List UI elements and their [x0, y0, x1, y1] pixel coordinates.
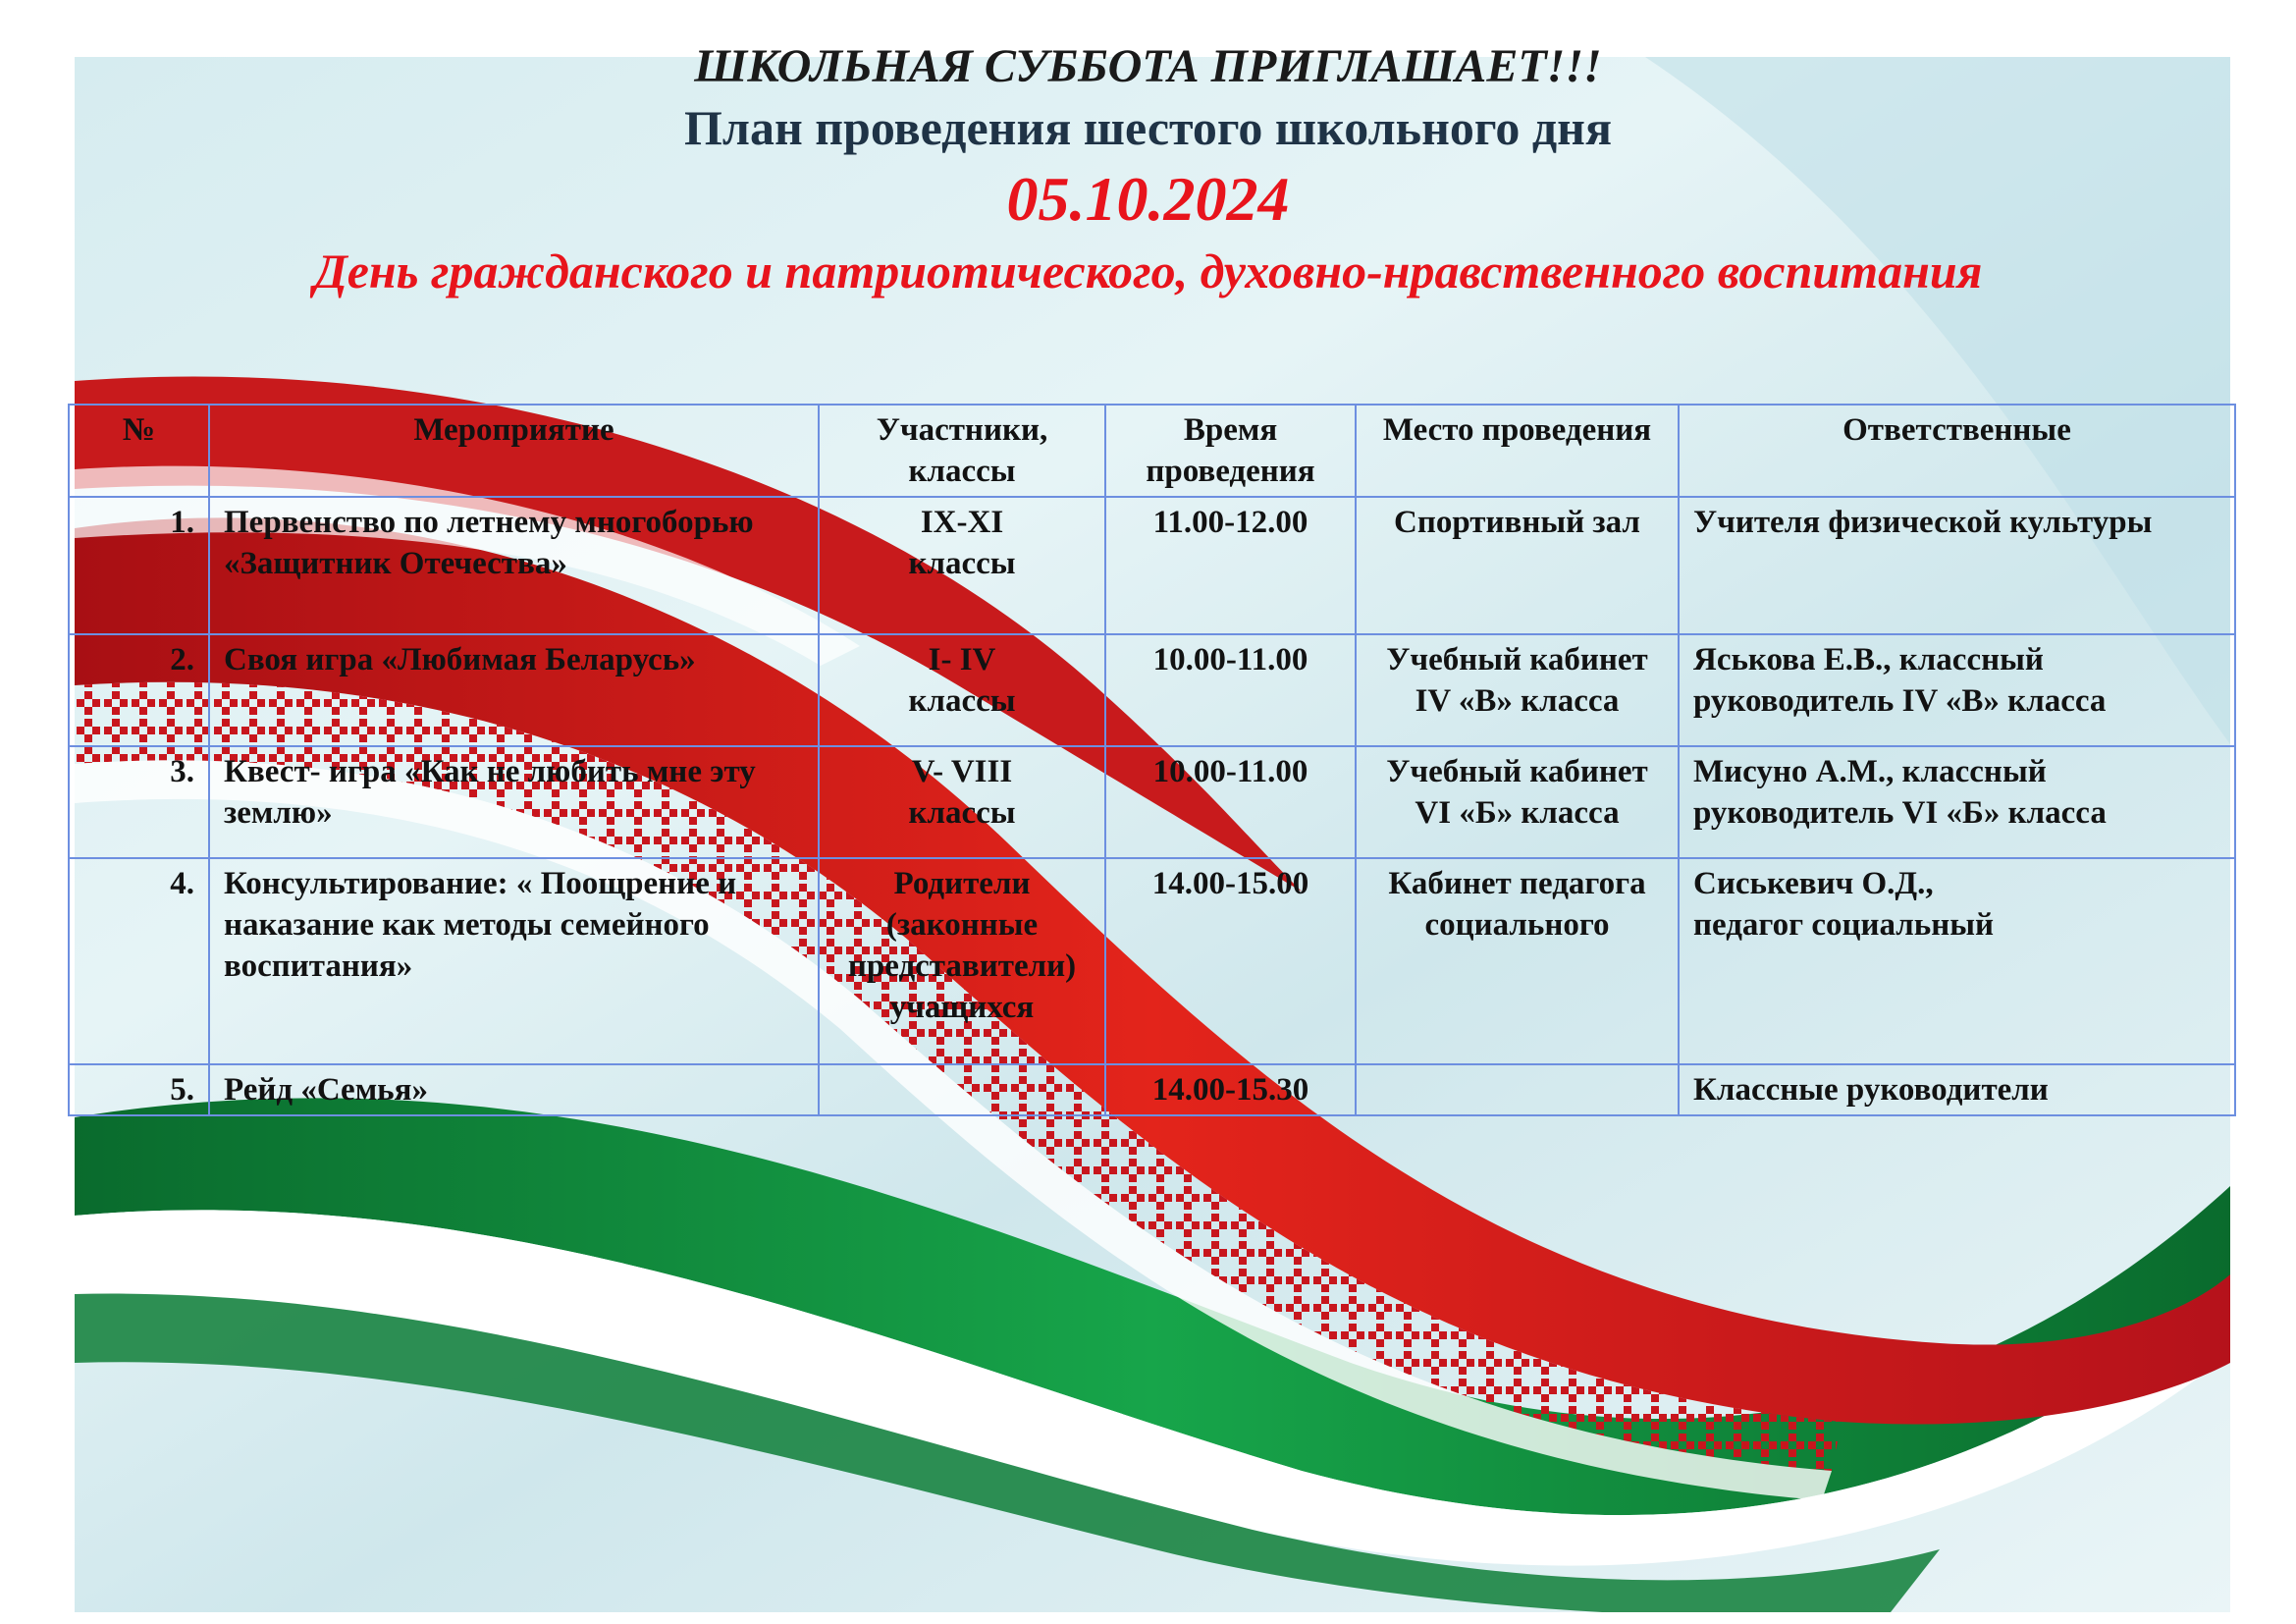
place-line: VI «Б» класса: [1415, 795, 1620, 831]
table-header-row: [69, 405, 2235, 497]
event-cell: Квест- игра «Как не любить мне эту землю»: [209, 746, 819, 858]
row-number: 5.: [69, 1064, 209, 1115]
event-date: 05.10.2024: [1006, 164, 1290, 234]
column-header-event: Мероприятие: [209, 405, 819, 497]
participants-cell: [819, 746, 1105, 858]
row-number: 4.: [69, 858, 209, 1064]
time-cell: 14.00-15.30: [1105, 1064, 1356, 1115]
participants-cell: [819, 497, 1105, 634]
plan-title: План проведения шестого школьного дня: [684, 100, 1612, 155]
time-cell: 11.00-12.00: [1105, 497, 1356, 634]
place-line: IV «В» класса: [1415, 683, 1620, 719]
place-line: Спортивный зал: [1394, 505, 1640, 540]
participants-cell: [819, 858, 1105, 1064]
day-theme: День гражданского и патриотического, духовно-нравственного воспитания: [313, 244, 1983, 298]
participants-line: IX-XI: [920, 505, 1004, 540]
table-row: [69, 497, 2235, 634]
responsible-line: Классные руководители: [1693, 1072, 2049, 1108]
responsible-cell: [1679, 634, 2235, 746]
responsible-cell: [1679, 858, 2235, 1064]
row-number: 1.: [69, 497, 209, 634]
responsible-line: Мисуно А.М., классный: [1693, 754, 2047, 789]
time-cell: 10.00-11.00: [1105, 746, 1356, 858]
place-line: Учебный кабинет: [1386, 642, 1648, 677]
participants-line: классы: [908, 795, 1016, 831]
time-cell: 10.00-11.00: [1105, 634, 1356, 746]
row-number: 2.: [69, 634, 209, 746]
column-header-responsible: Ответственные: [1679, 405, 2235, 497]
table-row: [69, 746, 2235, 858]
responsible-line: Яськова Е.В., классный: [1693, 642, 2044, 677]
responsible-line: руководитель IV «В» класса: [1693, 683, 2107, 719]
responsible-cell: [1679, 746, 2235, 858]
participants-line: классы: [908, 546, 1016, 581]
row-number: 3.: [69, 746, 209, 858]
column-header-participants: Участники, классы: [819, 405, 1105, 497]
responsible-cell: [1679, 497, 2235, 634]
column-header-place: Место проведения: [1356, 405, 1679, 497]
responsible-line: педагог социальный: [1693, 907, 1995, 943]
participants-line: классы: [908, 683, 1016, 719]
participants-line: V- VIII: [911, 754, 1013, 789]
responsible-line: Сиськевич О.Д.,: [1693, 866, 1934, 901]
event-cell: Рейд «Семья»: [209, 1064, 819, 1115]
schedule-table: [68, 404, 2236, 1116]
table-row: [69, 858, 2235, 1064]
participants-cell: [819, 1064, 1105, 1115]
column-header-time: Время проведения: [1105, 405, 1356, 497]
participants-cell: [819, 634, 1105, 746]
place-cell: [1356, 634, 1679, 746]
page-header: [0, 37, 2296, 302]
participants-line: Родители (законные представители) учащихся: [847, 866, 1077, 1025]
place-cell: [1356, 746, 1679, 858]
event-cell: Консультирование: « Поощрение и наказание как методы семейного воспитания»: [209, 858, 819, 1064]
column-header-number: №: [69, 405, 209, 497]
time-cell: 14.00-15.00: [1105, 858, 1356, 1064]
table-row: [69, 1064, 2235, 1115]
event-cell: Первенство по летнему многоборью «Защитник Отечества»: [209, 497, 819, 634]
responsible-cell: [1679, 1064, 2235, 1115]
place-cell: [1356, 1064, 1679, 1115]
event-cell: Своя игра «Любимая Беларусь»: [209, 634, 819, 746]
place-line: Кабинет педагога социального: [1388, 866, 1646, 943]
place-cell: [1356, 497, 1679, 634]
place-cell: [1356, 858, 1679, 1064]
responsible-line: Учителя физической культуры: [1693, 505, 2153, 540]
invite-heading: ШКОЛЬНАЯ СУББОТА ПРИГЛАШАЕТ!!!: [694, 40, 1602, 92]
participants-line: I- IV: [928, 642, 996, 677]
table-row: [69, 634, 2235, 746]
place-line: Учебный кабинет: [1386, 754, 1648, 789]
responsible-line: руководитель VI «Б» класса: [1693, 795, 2107, 831]
